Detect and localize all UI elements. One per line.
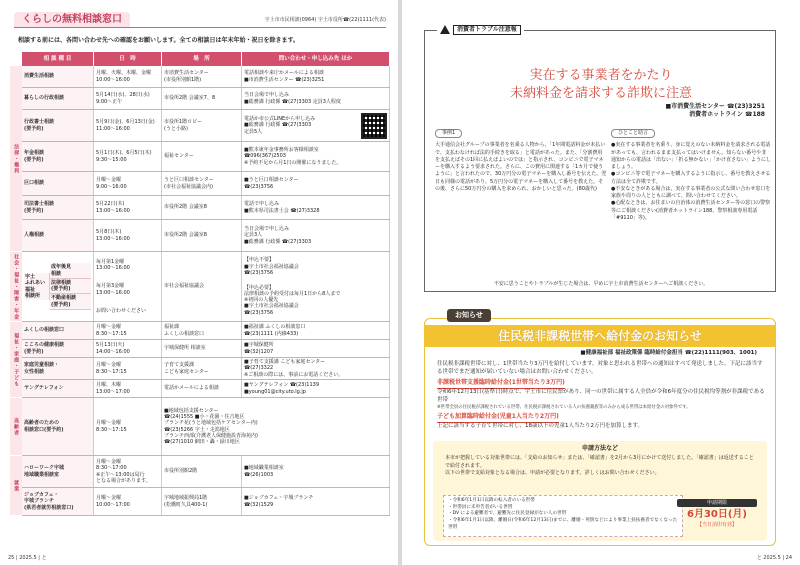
cell-time: 5月14日(水)、28日(水) 9:00〜正午 <box>94 88 162 109</box>
cell-time: 月曜〜金曜 9:00〜16:00 <box>94 172 162 195</box>
page-footer: 25 | 2025.5 | と <box>8 554 47 561</box>
notice-contact: ■健康福祉部 福祉政策係 臨時給付金担当 ☎(22)1111(903、1001) <box>580 350 757 356</box>
cell-time: 月曜、火曜、木曜、金曜 10:00〜16:00 <box>94 66 162 87</box>
cell-type: 司法書士相談 (要予約) <box>22 196 94 219</box>
cell-place: 市消費生活センター (市役所別館1階) <box>162 66 242 87</box>
consultation-table <box>10 52 390 516</box>
cell-time: 5月9日(金)、6月13日(金) 11:00〜16:00 <box>94 110 162 141</box>
table-row <box>22 172 390 196</box>
cell-place: 電話かメールによる相談 <box>162 380 242 397</box>
cell-time: 月曜〜金曜 10:00〜17:00 <box>94 488 162 515</box>
warning-title: 実在する事業者をかたり 未納料金を請求する詐欺に注意 <box>509 68 692 101</box>
table-row <box>22 398 390 456</box>
deadline-note: 【当日消印有効】 <box>696 521 737 528</box>
table-row <box>22 358 390 380</box>
welfare-info: 【申込不要】 ■宇土市社会福祉協議会 ☎(23)3756 <box>244 257 299 276</box>
benefit-heading-1: 非課税世帯支援臨時給付金(1世帯当たり3万円) <box>437 379 565 389</box>
cell-time: 月曜〜金曜 8:30〜17:15 <box>94 398 162 455</box>
cell-type: こころの健康相談 (要予約) <box>22 340 94 357</box>
cell-type: ジョブカフェ・ 宇城ブランチ (県若者就労相談窓口) <box>22 488 94 515</box>
warning-contact: ■市消費生活センター ☎(23)3251 消費者ホットライン ☎188 <box>665 103 765 118</box>
cell-place: 福祉センター <box>162 142 242 171</box>
left-page <box>0 0 398 565</box>
advice-item: ●コンビニ等で電子マネーを購入するように指示し、番号を教えさせる方法は全て詐欺です。 <box>611 171 771 185</box>
advice-section <box>611 129 771 222</box>
cell-place: 福祉課 ふくしの相談窓口 <box>162 322 242 339</box>
scam-warning-box <box>424 26 776 292</box>
table-row <box>22 88 390 110</box>
group-label: 就業 <box>10 456 22 516</box>
benefit-note-1: ※世帯全員の住民税が課税されている世帯、住民税が課税されている人の扶養親族等のみから成る世帯は本給付金の対象外です。 <box>437 404 691 410</box>
example-text: 大手通信会社グループの事業者を名乗る人物から、「1年間電話料金が未払いで、支払わなければ法的手続きを取る」と電話があった。また、「分割費用を支払えばその1回に払えばよいのでは」と指示され、コンビニで電子マネーを購入するよう要求された。さらに、この費用に関連する「1カ月で使うように」と言われたので、30万円分の電子マネーを購入し番号を伝えた。翌日も同様の電話があり、5万円分の電子マネーを購入して番号を教えた。その後、さらに50万円分の購入を求められ、おかしいと思った。(80歳代) <box>435 142 607 192</box>
list-item: ・令和6年1月1日以降の転入者のいる世帯 <box>448 498 535 503</box>
cell-contact: ■うと巨口相談センター ☎(23)3756 <box>242 172 390 195</box>
welfare-time: 毎月第1金曜 13:00〜16:00 <box>96 258 130 272</box>
group-label: 法律・権利 <box>10 66 22 252</box>
cell-contact: ■熊本東年金事務所お客様相談室 ☎096(367)2503 ※予約不足から月1日の開催になりました。 <box>242 142 390 171</box>
cell-contact <box>242 110 390 141</box>
table-row <box>22 456 390 488</box>
cell-type: ふくしの相談窓口 <box>22 322 94 339</box>
col-header-type: 相 談 種 目 <box>22 52 94 66</box>
cell-time: 月曜、木曜 13:00〜17:00 <box>94 380 162 397</box>
welfare-label: 宇土 ふれあい 福祉 相談所 <box>24 273 50 300</box>
page-footer: と 2025.5 | 24 <box>756 554 792 561</box>
cell-place: 市社会福祉協議会 <box>162 252 242 321</box>
cell-type: 行政書士相談 (要予約) <box>22 110 94 141</box>
cell-place: 宇城保健所 相談室 <box>162 340 242 357</box>
cell-contact: 電話相談や来庁かメールによる相談 ■市消費生活センター ☎(23)3251 <box>242 66 390 87</box>
advice-item: ●実在する事業者を名乗り、身に覚えのない未納料金を請求される電話があっても、言われるまま支払ってはいけません。知らない番号や非通知からの電話は「出ない」「折る無かない」「かけ直さない」ようにしましょう。 <box>611 142 772 170</box>
cell-contact: ■ジョブカフェ・宇城ブランチ ☎(32)1529 <box>242 488 390 515</box>
welfare-time: お問い合わせください <box>96 307 147 314</box>
table-row <box>22 322 390 340</box>
cell-place: 市役所2階 会議室8 <box>162 196 242 219</box>
application-text: 本市が把握している対象世帯には、「支給のお知らせ」または、「確認書」を2月から3月にかけて送付しました。「確認書」は返送することで給付されます。 以下の世帯で支給対象となる場合は、申請が必要となります。詳しくはお問い合わせください。 <box>445 455 754 476</box>
cell-type: 家庭児童相談・ 女性相談 <box>22 358 94 379</box>
benefit-text-1: 令和6年12月13日(基準日)時点で、宇土市に住民票があり、同一の世帯に属する人全員が令和6年度分の住民税均等割が非課税である世帯 <box>437 388 765 403</box>
col-header-place: 場 所 <box>162 52 242 66</box>
benefit-text-2: 上記に該当する子育て世帯に対し、18歳以下の児童1人当たり2万円を加算します。 <box>437 422 644 429</box>
group-column <box>10 66 22 516</box>
list-item: ・令和6年1月1日以降、離婚日(令和6年12月13日)までに、離婚・死別などにより事業上扶扶養者でなくなった世帯 <box>448 517 678 530</box>
example-case <box>435 129 607 193</box>
header-contact: 宇土市市民相談(0964) 宇土市役所☎(22)1111(代表) <box>264 17 386 23</box>
cell-place: 宇城地域振興局1階 (松橋町久具400-1) <box>162 488 242 515</box>
cell-time <box>94 252 162 321</box>
welfare-sub: 不動産相談 (要予約) <box>50 294 91 310</box>
table-row <box>22 380 390 398</box>
cell-place-contact: ■地域包括支援センター ☎(24)1555 ■小・花園・住吉地区 ブランチ花(うと地域包括ケアセンター内) ☎(23)5266 宇土・走潟地区 ブランチ西部(介護老人保健施設青海苑内) ☎(27)1010 網田・轟・緑川地区 <box>162 398 390 455</box>
section-header <box>14 12 386 28</box>
welfare-type-cell <box>22 252 94 321</box>
benefit-heading-2: 子ども加算臨時給付金(児童1人当たり2万円) <box>437 413 559 423</box>
table-row <box>22 110 390 142</box>
cell-time: 月曜〜金曜 8:30〜17:15 <box>94 358 162 379</box>
notice-title: 住民税非課税世帯へ給付金のお知らせ <box>424 325 776 347</box>
cell-place: 子育て支援課 こども家庭センター <box>162 358 242 379</box>
application-heading: 申請方法など <box>581 445 618 452</box>
cell-time: 5月22日(木) 13:00〜16:00 <box>94 196 162 219</box>
col-header-time: 日 時 <box>94 52 162 66</box>
cell-type: ヤングテレフォン <box>22 380 94 397</box>
notice-body <box>437 361 767 431</box>
cell-place: 市役所2階 会議室7、8 <box>162 88 242 109</box>
advice-item: ●不安なときがある場合は、実在する事業者の公式な問い合わせ窓口を家族や周りの人とともに調べて、問い合わせてください。 <box>611 185 771 199</box>
deadline-box <box>677 499 757 528</box>
cell-contact: 当日会場で申し込み 定員3人 ■総務課 行政係 ☎(27)3303 <box>242 220 390 251</box>
cell-time: 5月1日(木)、6月5日(木) 9:30〜15:00 <box>94 142 162 171</box>
application-list <box>443 495 683 537</box>
cell-contact <box>242 252 390 321</box>
table-row <box>22 66 390 88</box>
table-row <box>22 340 390 358</box>
page-title: くらしの無料相談窓口 <box>14 12 130 27</box>
cell-type: 巨口相談 <box>22 172 94 195</box>
deadline-date: 6月30日(月) <box>686 509 747 521</box>
welfare-time: 毎月第3金曜 13:00〜16:00 <box>96 283 130 296</box>
cell-place: うと巨口相談センター (市社会福祉協議会内) <box>162 172 242 195</box>
right-page <box>402 0 800 565</box>
table-row <box>22 220 390 252</box>
list-item: ・DV による避難者で、避難先に住民登録がない人の世帯 <box>448 511 567 517</box>
table-row <box>22 142 390 172</box>
cell-contact: ■福祉課 ふくしの相談窓口 ☎(23)1111 (内線433) <box>242 322 390 339</box>
group-label: 社会・福祉・障害・年金 <box>10 252 22 322</box>
benefit-notice-box <box>424 311 776 546</box>
warning-triangle-icon <box>440 25 450 34</box>
cell-time: 5月13日(火) 14:00〜16:00 <box>94 340 162 357</box>
example-label: 事例1 <box>435 129 462 138</box>
cell-contact-text: 電話か市公式LINEから申し込み ■総務課 行政係 ☎(27)3303 定員5人 <box>244 116 316 135</box>
col-header-contact: 問い合わせ・申し込み先 ほか <box>242 52 390 66</box>
notice-tag: お知らせ <box>447 309 491 322</box>
warning-note: 不安に思うことやトラブルが生じた場合は、早めに宇土市消費生活センターへご相談ください。 <box>493 280 709 287</box>
warning-tag <box>437 25 524 35</box>
cell-time: 月曜〜金曜 8:30〜17:15 <box>94 322 162 339</box>
welfare-sub: 法律相談 (要予約) <box>50 279 91 295</box>
table-row-welfare <box>22 252 390 322</box>
cell-time: 5月8日(木) 13:00〜16:00 <box>94 220 162 251</box>
cell-type: 消費生活相談 <box>22 66 94 87</box>
cell-type: ハローワーク宇城 地域職業相談室 <box>22 456 94 487</box>
intro-text: 相談する前には、各問い合わせ先への確認をお願いします。全ての相談日は年末年始・祝日を除きます。 <box>18 37 300 44</box>
warning-tag-label: 消費者トラブル注意報 <box>453 25 521 35</box>
cell-place: 市役所2階 会議室8 <box>162 220 242 251</box>
cell-type: 年金相談 (要予約) <box>22 142 94 171</box>
table-row <box>22 488 390 516</box>
welfare-info: 【申込必要】 法律相談の予約受付は毎月1日から8人まで ※初回の人優先 ■宇土市社会福祉協議会 ☎(23)3756 <box>244 284 341 316</box>
group-label: 福祉・家庭・子ども <box>10 322 22 398</box>
application-box <box>433 441 767 541</box>
cell-contact: 電話で申し込み ■熊本県司法書士会 ☎(27)3328 <box>242 196 390 219</box>
deadline-label: 申請期限 <box>677 499 757 507</box>
cell-type: 暮らしの行政相談 <box>22 88 94 109</box>
group-label: 高齢者 <box>10 398 22 456</box>
cell-place: 市役所別館2階 <box>162 456 242 487</box>
advice-item: ●心配なときは、お住まいの自治体の消費生活センター等の窓口の警察等にご相談ください(消費者ホットライン188、警察相談専用電話「#9110」等)。 <box>611 200 771 221</box>
table-rows <box>22 66 390 516</box>
cell-time: 月曜〜金曜 8:30〜17:00 ※正午〜13:00は局行 となる場合があります。 <box>94 456 162 487</box>
table-header <box>22 52 390 66</box>
cell-place: 市役所1階ロビー (うと小路) <box>162 110 242 141</box>
list-item: ・世帯員に未申告者がいる世帯 <box>448 504 513 510</box>
cell-contact: ■子育て支援課 こども家庭センター ☎(27)3322 ※ご相談の際には、事前にお電話ください。 <box>242 358 390 379</box>
welfare-sub: 成年後見 相談 <box>50 263 91 279</box>
table-row <box>22 196 390 220</box>
cell-contact: 当日会場で申し込み ■総務課 行政係 ☎(27)3303 定員3人程度 <box>242 88 390 109</box>
advice-label: ひとこと助言 <box>611 129 655 138</box>
cell-contact: ■宇城保健所 ☎(32)1207 <box>242 340 390 357</box>
qr-code-icon[interactable] <box>361 113 387 139</box>
cell-contact: ■地域職業相談室 ☎(26)1003 <box>242 456 390 487</box>
cell-type: 高齢者のための 相談窓口(要予約) <box>22 398 94 455</box>
cell-contact: ■ヤングテレフォン ☎(23)1139 ■young01@city.uto.lg.jp <box>242 380 390 397</box>
cell-type: 人権相談 <box>22 220 94 251</box>
notice-intro: 住民税非課税世帯に対し、1世帯当たり3万円を給付しています。対象と思われる世帯への通知はすべて発送しました。下記に該当する世帯でまだ通知が届いていない場合はお問い合わせください。 <box>437 361 763 375</box>
